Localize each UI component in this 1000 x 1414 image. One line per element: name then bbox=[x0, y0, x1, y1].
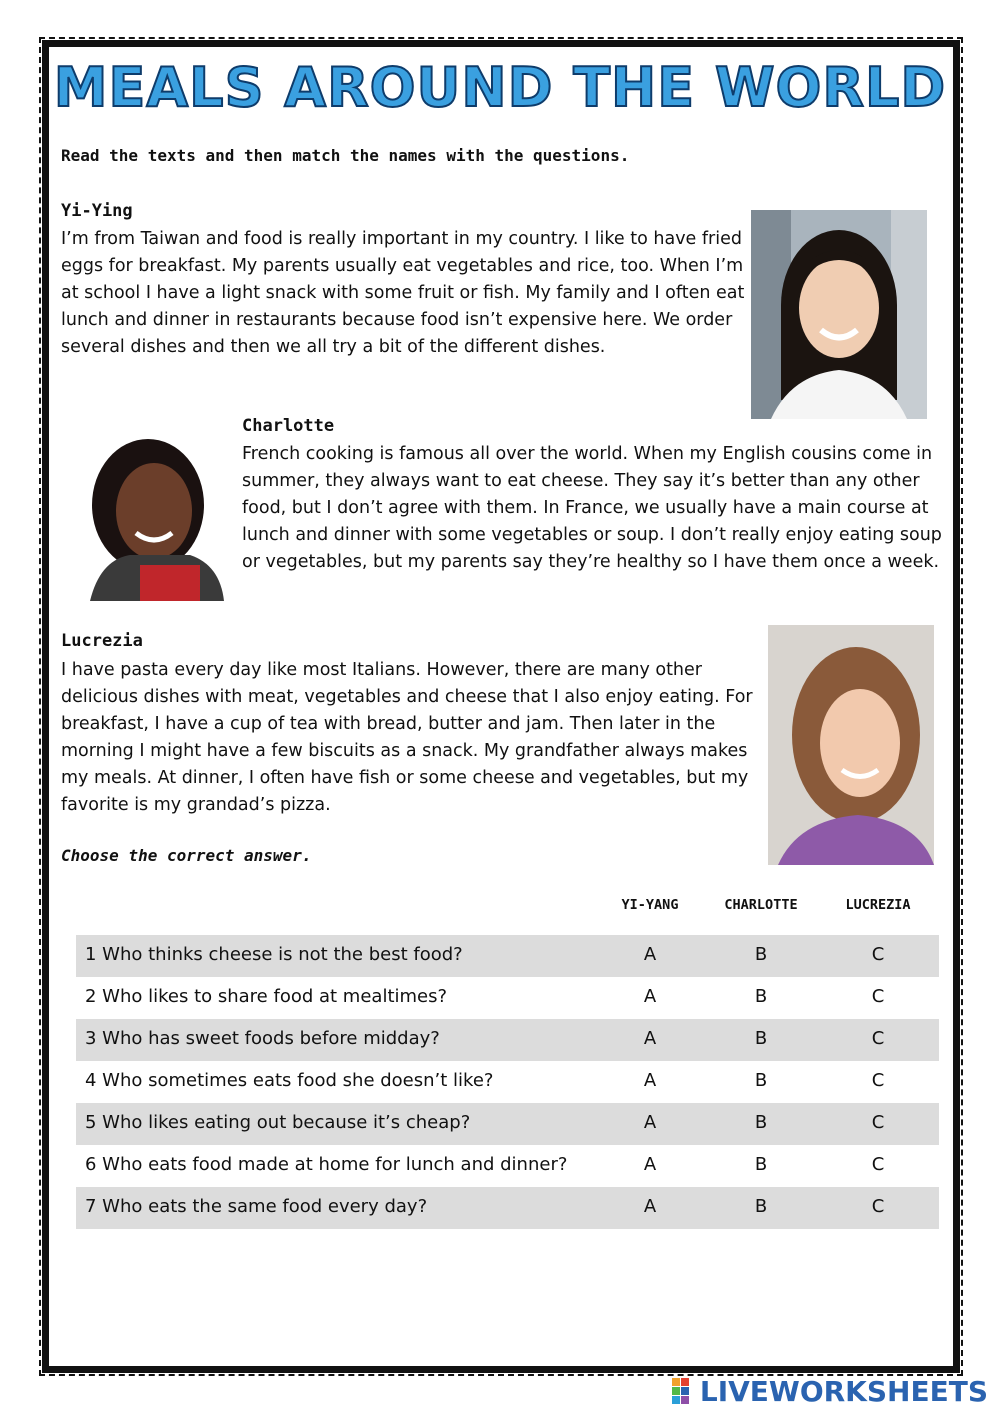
worksheet-title: MEALS AROUND THE WORLD bbox=[53, 56, 947, 119]
question-row bbox=[76, 1103, 939, 1145]
question-row bbox=[76, 977, 939, 1019]
name-lucrezia: Lucrezia bbox=[61, 631, 143, 651]
option-c[interactable]: C bbox=[871, 1070, 885, 1091]
option-c[interactable]: C bbox=[871, 1028, 885, 1049]
question-text: 3 Who has sweet foods before midday? bbox=[85, 1028, 440, 1049]
option-c[interactable]: C bbox=[871, 1196, 885, 1217]
question-text: 6 Who eats food made at home for lunch and dinner? bbox=[85, 1154, 568, 1175]
question-row bbox=[76, 1187, 939, 1229]
question-row bbox=[76, 1019, 939, 1061]
instruction-text: Read the texts and then match the names with the questions. bbox=[61, 146, 630, 165]
column-lucrezia: LUCREZIA bbox=[845, 897, 911, 913]
question-text: 4 Who sometimes eats food she doesn’t like? bbox=[85, 1070, 494, 1091]
option-c[interactable]: C bbox=[871, 1154, 885, 1175]
column-charlotte: CHARLOTTE bbox=[724, 897, 798, 913]
question-row bbox=[76, 1061, 939, 1103]
liveworksheets-logo bbox=[672, 1376, 988, 1406]
option-b[interactable]: B bbox=[754, 1028, 768, 1049]
question-text: 2 Who likes to share food at mealtimes? bbox=[85, 986, 448, 1007]
photo-charlotte bbox=[70, 425, 224, 601]
option-a[interactable]: A bbox=[643, 1028, 657, 1049]
column-yi-yang: YI-YANG bbox=[621, 897, 679, 913]
name-charlotte: Charlotte bbox=[242, 416, 335, 436]
option-a[interactable]: A bbox=[643, 1070, 657, 1091]
option-b[interactable]: B bbox=[754, 1112, 768, 1133]
option-c[interactable]: C bbox=[871, 1112, 885, 1133]
option-b[interactable]: B bbox=[754, 1196, 768, 1217]
option-a[interactable]: A bbox=[643, 944, 657, 965]
option-a[interactable]: A bbox=[643, 1154, 657, 1175]
question-row bbox=[76, 1145, 939, 1187]
liveworksheets-logo-icon bbox=[672, 1378, 698, 1404]
text-yi-ying: I’m from Taiwan and food is really important in my country. I like to have fried eggs for breakfast. My parents usually eat vegetables and rice, too. When I’m at school I have a light snack with some fruit or fish. My family and I often eat lunch and dinner in restaurants because food isn’t expensive here. We order several dishes and then we all try a bit of the different dishes. bbox=[61, 229, 745, 357]
option-a[interactable]: A bbox=[643, 1196, 657, 1217]
option-a[interactable]: A bbox=[643, 986, 657, 1007]
question-row bbox=[76, 935, 939, 977]
liveworksheets-logo-text: LIVEWORKSHEETS bbox=[699, 1374, 988, 1408]
option-b[interactable]: B bbox=[754, 1070, 768, 1091]
option-b[interactable]: B bbox=[754, 986, 768, 1007]
question-text: 1 Who thinks cheese is not the best food? bbox=[85, 944, 463, 965]
question-text: 7 Who eats the same food every day? bbox=[85, 1196, 428, 1217]
name-yi-ying: Yi-Ying bbox=[61, 201, 133, 221]
question-text: 5 Who likes eating out because it’s cheap? bbox=[85, 1112, 471, 1133]
text-lucrezia: I have pasta every day like most Italians. However, there are many other delicious dishes with meat, vegetables and cheese that I also enjoy eating. For breakfast, I have a cup of tea with bread, butter and jam. Then later in the morning I might have a few biscuits as a snack. My grandfather always makes my meals. At dinner, I often have fish or some cheese and vegetables, but my favorite is my grandad’s pizza. bbox=[61, 660, 753, 815]
option-c[interactable]: C bbox=[871, 944, 885, 965]
option-c[interactable]: C bbox=[871, 986, 885, 1007]
option-a[interactable]: A bbox=[643, 1112, 657, 1133]
choose-label: Choose the correct answer. bbox=[61, 846, 312, 865]
text-charlotte: French cooking is famous all over the world. When my English cousins come in summer, they always want to eat cheese. They say it’s better than any other food, but I don’t agree with them. In France, we usually have a main course at lunch and dinner with some vegetables or soup. I don’t really enjoy eating soup or vegetables, but my parents say they’re healthy so I have them once a week. bbox=[242, 444, 942, 572]
photo-yi-ying bbox=[751, 210, 927, 419]
photo-lucrezia bbox=[768, 625, 934, 865]
option-b[interactable]: B bbox=[754, 1154, 768, 1175]
option-b[interactable]: B bbox=[754, 944, 768, 965]
